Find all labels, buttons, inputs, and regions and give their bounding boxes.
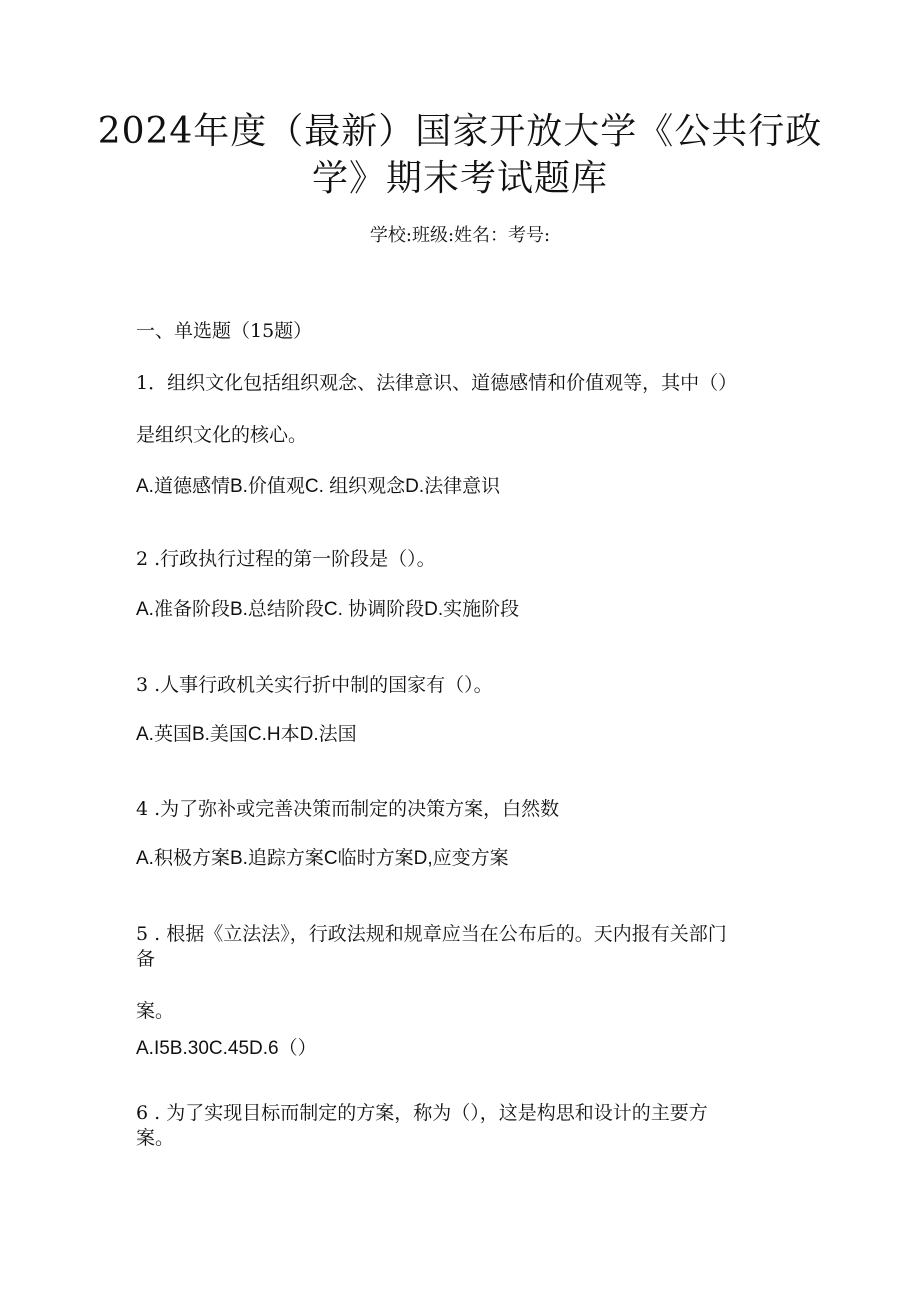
student-info-line: 学校:班级:姓名：考号: — [369, 225, 551, 246]
question-5-text-line-1: 5 . 根据《立法法》，行政法规和规章应当在公布后的。天内报有关部门 — [136, 923, 727, 945]
question-6-text-line-1: 6 . 为了实现目标而制定的方案，称为（），这是构思和设计的主要方 — [136, 1102, 708, 1124]
question-1-text-line-1: 1．组织文化包括组织观念、法律意识、道德感情和价值观等，其中（） — [136, 372, 738, 394]
question-1-text-line-2: 是组织文化的核心。 — [136, 424, 308, 446]
question-2-text: 2 .行政执行过程的第一阶段是（）。 — [136, 548, 436, 570]
question-1-options: A.道德感情B.价值观C. 组织观念D.法律意识 — [136, 476, 501, 497]
document-title-line-1: 2024年度（最新）国家开放大学《公共行政 — [97, 111, 823, 152]
document-title-line-2: 学》期末考试题库 — [311, 158, 608, 199]
question-5-text-line-2: 备 — [136, 948, 156, 970]
question-2-options: A.准备阶段B.总结阶段C. 协调阶段D.实施阶段 — [136, 599, 520, 620]
section-heading: 一、单选题（15题） — [136, 320, 313, 342]
question-3-options: A.英国B.美国C.H本D.法国 — [136, 724, 357, 745]
question-6-text-line-2: 案。 — [136, 1127, 175, 1149]
question-4-text: 4 .为了弥补或完善决策而制定的决策方案，白然数 — [136, 798, 560, 820]
question-5-text-line-3: 案。 — [136, 1000, 175, 1022]
question-3-text: 3 .人事行政机关实行折中制的国家有（）。 — [136, 674, 493, 696]
question-4-options: A.积极方案B.追踪方案C临时方案D,应变方案 — [136, 848, 509, 869]
question-5-options: A.I5B.30C.45D.6（） — [136, 1038, 317, 1059]
